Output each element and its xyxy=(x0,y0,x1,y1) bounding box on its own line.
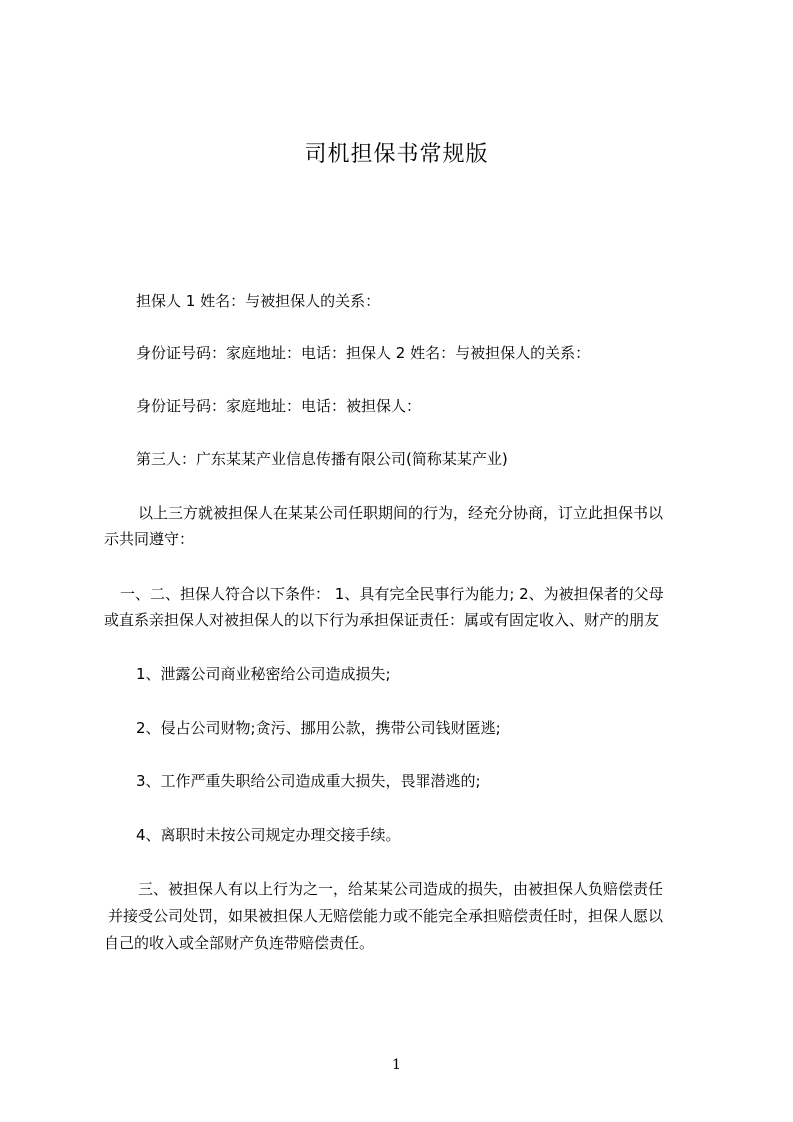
liability-paragraph-line-2: 并接受公司处罚，如果被担保人无赔偿能力或不能完全承担赔偿责任时，担保人愿以 xyxy=(108,907,664,925)
intro-paragraph-line-1: 以上三方就被担保人在某某公司任职期间的行为，经充分协商，订立此担保书以 xyxy=(138,504,664,522)
liability-paragraph-line-1: 三、被担保人有以上行为之一，给某某公司造成的损失，由被担保人负赔偿责任 xyxy=(138,880,664,898)
clause-item-3: 3、工作严重失职给公司造成重大损失，畏罪潜逃的; xyxy=(136,772,481,790)
conditions-paragraph-line-1: 一、二、担保人符合以下条件： 1、具有完全民事行为能力; 2、为被担保者的父母 xyxy=(120,585,664,603)
clause-item-2: 2、侵占公司财物;贪污、挪用公款，携带公司钱财匿逃; xyxy=(136,719,501,737)
third-party-line: 第三人：广东某某产业信息传播有限公司(简称某某产业) xyxy=(136,450,508,468)
page-number: 1 xyxy=(392,1057,401,1073)
guarantor1-line: 担保人 1 姓名：与被担保人的关系： xyxy=(136,292,381,310)
liability-paragraph-line-3: 自己的收入或全部财产负连带赔偿责任。 xyxy=(104,934,375,952)
intro-paragraph-line-2: 示共同遵守： xyxy=(104,530,195,548)
document-title: 司机担保书常规版 xyxy=(304,142,489,167)
clause-item-1: 1、泄露公司商业秘密给公司造成损失; xyxy=(136,665,391,683)
guarantor2-line: 身份证号码：家庭地址：电话：担保人 2 姓名：与被担保人的关系： xyxy=(136,344,591,362)
clause-item-4: 4、离职时未按公司规定办理交接手续。 xyxy=(136,826,401,844)
conditions-paragraph-line-2: 或直系亲担保人对被担保人的以下行为承担保证责任：属或有固定收入、财产的朋友 xyxy=(104,611,660,629)
guaranteed-person-line: 身份证号码：家庭地址：电话：被担保人： xyxy=(136,397,422,415)
